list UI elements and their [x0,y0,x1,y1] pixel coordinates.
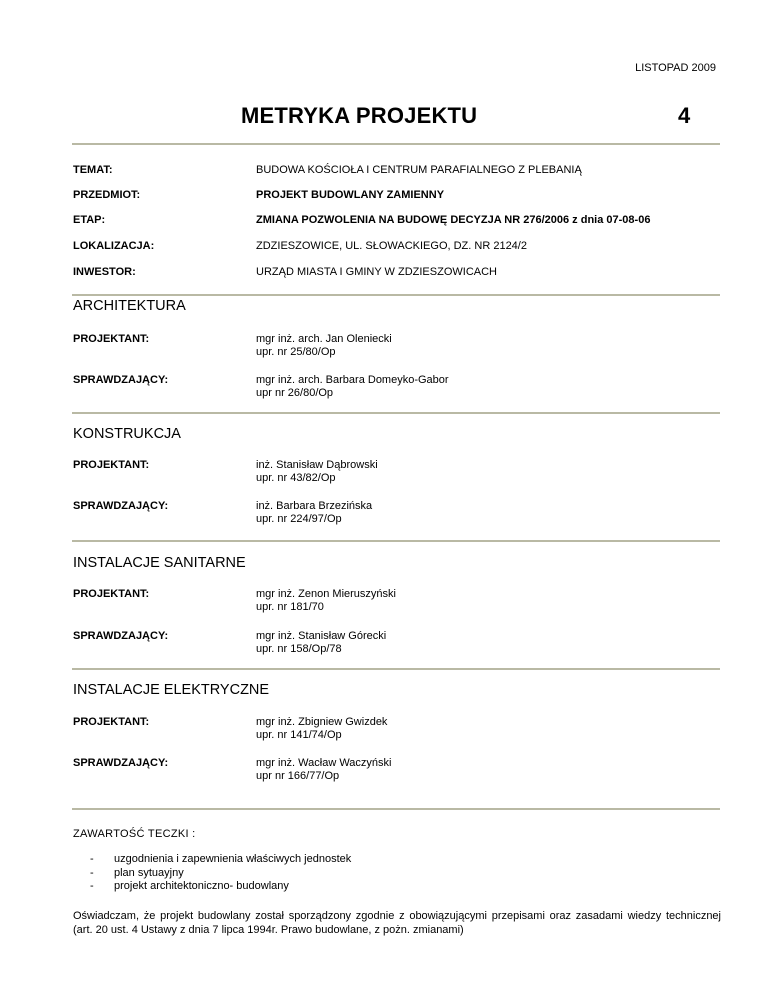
page-title: METRYKA PROJEKTU [241,103,478,128]
divider [72,808,720,810]
list-item [90,867,351,881]
contents-heading: ZAWARTOŚĆ TECZKI : [73,828,196,840]
license-number: upr nr 26/80/Op [256,387,334,399]
document-date: LISTOPAD 2009 [635,62,716,74]
lokalizacja-label: LOKALIZACJA: [73,240,155,252]
license-number: upr. nr 158/Op/78 [256,643,342,655]
projektant-label: PROJEKTANT: [73,459,150,471]
declaration-text: Oświadczam, że projekt budowlany został sporządzony zgodnie z obowiązującymi przepisami oraz zasadami wiedzy technicznej (art. 20 ust. 4 Ustawy z dnia 7 lipca 1994r. Prawo budowlane, z pożn. zmianami) [73,910,721,936]
section-title-instalacje-elektryczne: INSTALACJE ELEKTRYCZNE [73,682,270,698]
divider [72,412,720,414]
sanitarne-projektant [256,588,396,614]
przedmiot-label: PRZEDMIOT: [73,189,141,201]
license-number: upr. nr 43/82/Op [256,472,336,484]
person-name: inż. Stanisław Dąbrowski [256,459,378,471]
person-name: inż. Barbara Brzezińska [256,500,373,512]
list-dash: - [90,853,94,865]
person-name: mgr inż. arch. Barbara Domeyko-Gabor [256,374,449,386]
person-name: mgr inż. Wacław Waczyński [256,757,392,769]
divider [72,668,720,670]
elektryczne-sprawdzajacy [256,757,391,783]
sprawdzajacy-label: SPRAWDZAJĄCY: [73,757,169,769]
person-name: mgr inż. Zbigniew Gwizdek [256,716,388,728]
etap-value: ZMIANA POZWOLENIA NA BUDOWĘ DECYZJA NR 276/2006 z dnia 07-08-06 [256,214,651,226]
inwestor-label: INWESTOR: [73,266,136,278]
person-name: mgr inż. arch. Jan Oleniecki [256,333,392,345]
divider [72,143,720,145]
przedmiot-value: PROJEKT BUDOWLANY ZAMIENNY [256,189,445,201]
person-name: mgr inż. Stanisław Górecki [256,630,387,642]
projektant-label: PROJEKTANT: [73,333,150,345]
architektura-sprawdzajacy [256,374,449,400]
konstrukcja-projektant [256,459,378,485]
architektura-projektant [256,333,392,359]
page-number: 4 [678,103,691,128]
section-title-konstrukcja: KONSTRUKCJA [73,426,181,442]
konstrukcja-sprawdzajacy [256,500,372,526]
list-item [90,880,351,894]
license-number: upr. nr 25/80/Op [256,346,336,358]
list-dash: - [90,866,94,879]
projektant-label: PROJEKTANT: [73,716,150,728]
license-number: upr nr 166/77/Op [256,770,340,782]
lokalizacja-value: ZDZIESZOWICE, UL. SŁOWACKIEGO, DZ. NR 2124/2 [256,240,527,252]
divider [72,540,720,542]
temat-label: TEMAT: [73,164,113,176]
elektryczne-projektant [256,716,387,742]
divider [72,294,720,296]
person-name: mgr inż. Zenon Mieruszyński [256,588,396,600]
etap-label: ETAP: [73,214,106,226]
sprawdzajacy-label: SPRAWDZAJĄCY: [73,374,169,386]
sanitarne-sprawdzajacy [256,630,386,656]
list-dash: - [90,880,94,892]
projektant-label: PROJEKTANT: [73,588,150,600]
license-number: upr. nr 181/70 [256,601,324,613]
list-item-text: projekt architektoniczno- budowlany [114,880,289,892]
list-item-text: uzgodnienia i zapewnienia właściwych jednostek [114,853,352,865]
temat-value: BUDOWA KOŚCIOŁA I CENTRUM PARAFIALNEGO Z PLEBANIĄ [256,164,582,176]
contents-list [90,853,351,894]
section-title-architektura: ARCHITEKTURA [73,298,186,314]
section-title-instalacje-sanitarne: INSTALACJE SANITARNE [73,555,246,571]
license-number: upr. nr 141/74/Op [256,729,342,741]
list-item [90,853,351,867]
inwestor-value: URZĄD MIASTA I GMINY W ZDZIESZOWICACH [256,266,497,278]
license-number: upr. nr 224/97/Op [256,513,342,525]
sprawdzajacy-label: SPRAWDZAJĄCY: [73,630,169,642]
sprawdzajacy-label: SPRAWDZAJĄCY: [73,500,169,512]
list-item-text: plan sytuayjny [114,866,184,879]
